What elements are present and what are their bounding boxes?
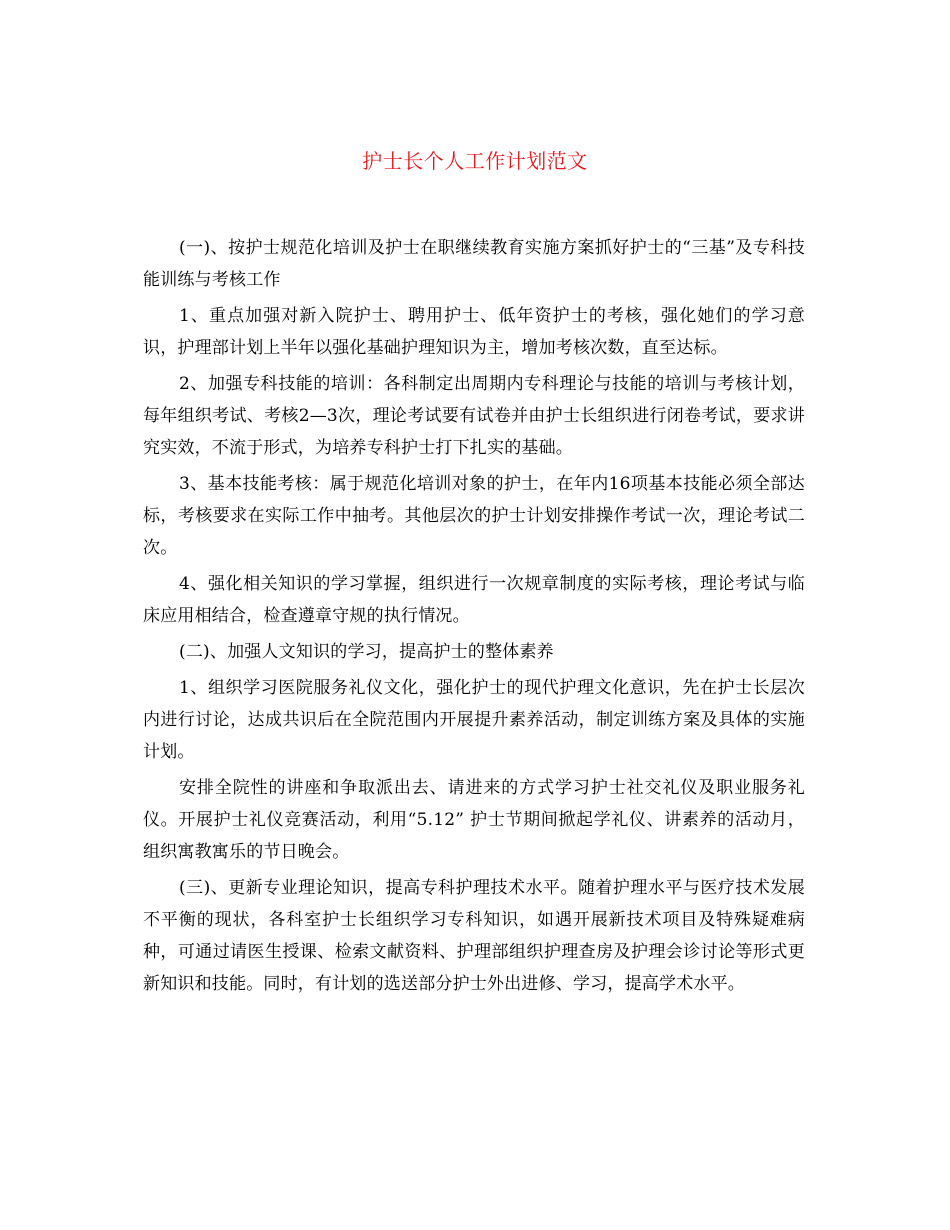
document-body (143, 232, 805, 1004)
paragraph-section-1-heading: (一)、按护士规范化培训及护士在职继续教育实施方案抓好护士的“三基”及专科技能训练与考核工作 (143, 238, 805, 290)
paragraph-item-2: 2、加强专科技能的培训：各科制定出周期内专科理论与技能的培训与考核计划，每年组织考试、考核2—3次，理论考试要有试卷并由护士长组织进行闭卷考试，要求讲究实效，不流于形式，为培养专科护士打下扎实的基础。 (143, 374, 805, 458)
paragraph-item-4: 4、强化相关知识的学习掌握，组织进行一次规章制度的实际考核，理论考试与临床应用相结合，检查遵章守规的执行情况。 (143, 574, 805, 626)
paragraph-section-2-item-1: 1、组织学习医院服务礼仪文化，强化护士的现代护理文化意识，先在护士长层次内进行讨论，达成共识后在全院范围内开展提升素养活动，制定训练方案及具体的实施计划。 (143, 678, 805, 762)
paragraph-item-3: 3、基本技能考核：属于规范化培训对象的护士，在年内16项基本技能必须全部达标，考核要求在实际工作中抽考。其他层次的护士计划安排操作考试一次，理论考试二次。 (143, 474, 805, 558)
paragraph-section-2-heading: (二)、加强人文知识的学习，提高护士的整体素养 (179, 642, 554, 662)
paragraph-item-1: 1、重点加强对新入院护士、聘用护士、低年资护士的考核，强化她们的学习意识，护理部计划上半年以强化基础护理知识为主，增加考核次数，直至达标。 (143, 306, 805, 358)
document-title: 护士长个人工作计划范文 (362, 149, 588, 173)
paragraph-section-2-etiquette: 安排全院性的讲座和争取派出去、请进来的方式学习护士社交礼仪及职业服务礼仪。开展护士礼仪竞赛活动，利用“5.12” 护士节期间掀起学礼仪、讲素养的活动月，组织寓教寓乐的节日晚会。 (143, 778, 805, 862)
paragraph-section-3: (三)、更新专业理论知识，提高专科护理技术水平。随着护理水平与医疗技术发展不平衡的现状，各科室护士长组织学习专科知识，如遇开展新技术项目及特殊疑难病种，可通过请医生授课、检索文献资料、护理部组织护理查房及护理会诊讨论等形式更新知识和技能。同时，有计划的选送部分护士外出进修、学习，提高学术水平。 (143, 878, 805, 994)
